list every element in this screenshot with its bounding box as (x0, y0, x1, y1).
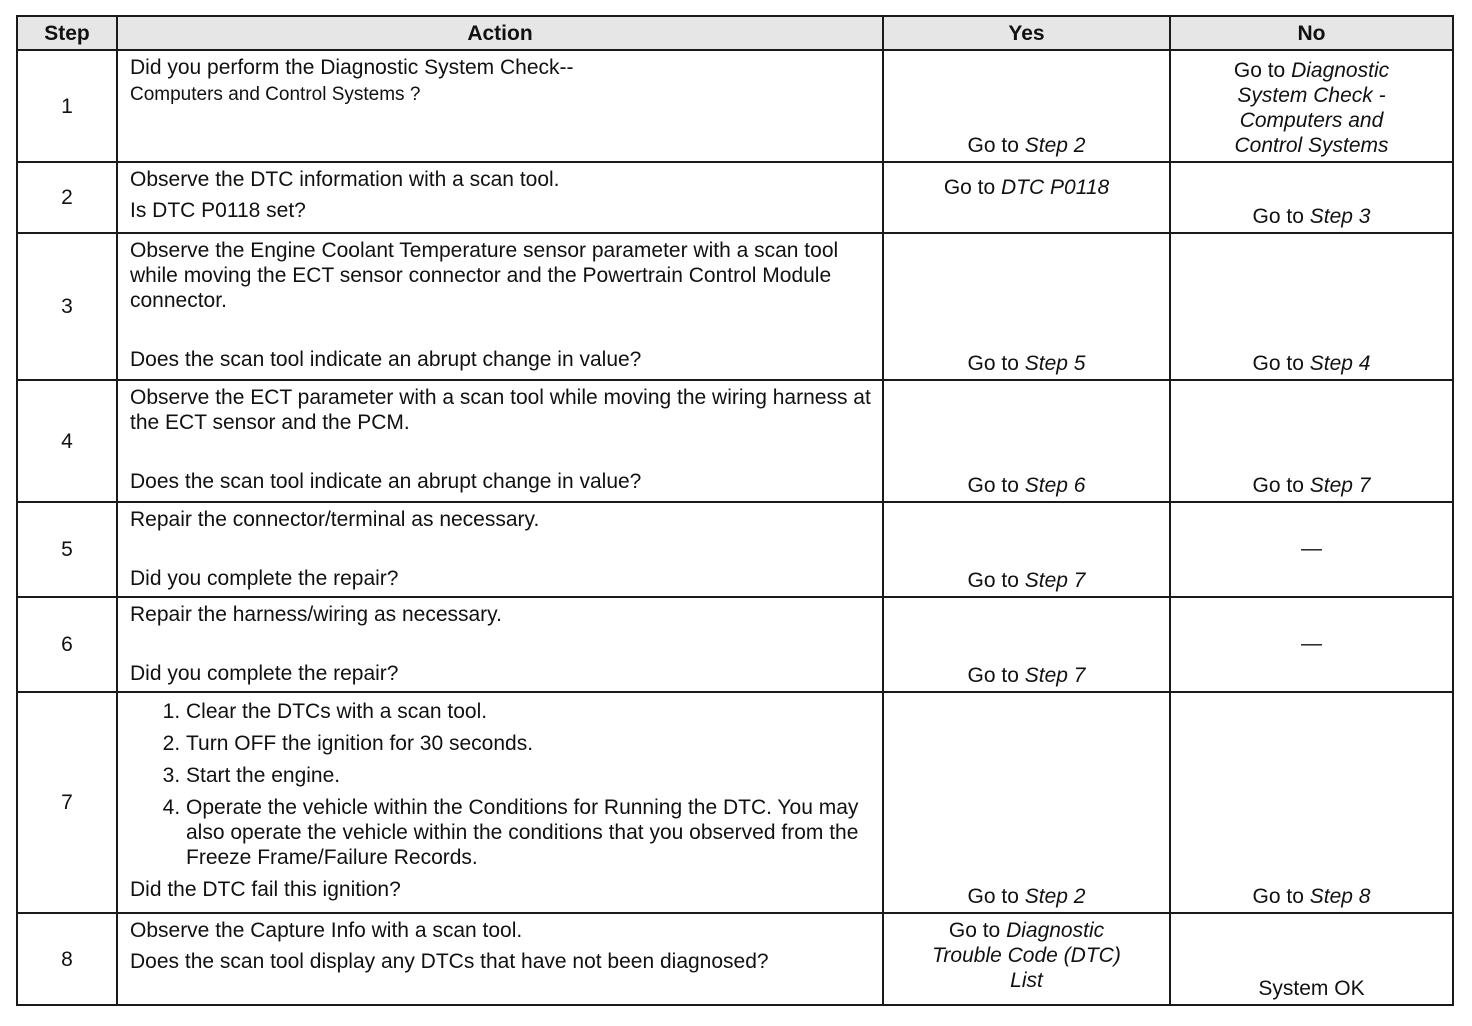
action-cell (117, 233, 883, 380)
table-row (17, 162, 1453, 233)
table-row (17, 233, 1453, 380)
header-action: Action (117, 16, 883, 50)
action-text: Observe the ECT parameter with a scan tool while moving the wiring harness at the ECT sensor and the PCM. (130, 386, 871, 434)
step-number: 6 (17, 597, 117, 692)
action-cell (117, 50, 883, 162)
no-link[interactable]: Step 3 (1309, 205, 1371, 228)
no-cell: — (1170, 597, 1453, 692)
yes-link[interactable]: Step 7 (1024, 569, 1086, 592)
action-question: Computers and Control Systems ? (130, 84, 421, 105)
header-row (17, 16, 1453, 50)
no-link[interactable]: Step 8 (1309, 885, 1371, 908)
no-cell: System OK (1170, 913, 1453, 1005)
action-text: Repair the connector/terminal as necessary. (130, 508, 540, 531)
table-row (17, 692, 1453, 913)
no-cell: — (1170, 502, 1453, 597)
header-no: No (1170, 16, 1453, 50)
yes-cell: Go to Step 5 (883, 233, 1170, 380)
no-cell: Go to Step 8 (1170, 692, 1453, 913)
no-link[interactable]: Step 7 (1309, 474, 1371, 497)
yes-link[interactable]: Step 6 (1024, 474, 1086, 497)
action-question: Does the scan tool indicate an abrupt change in value? (130, 470, 642, 493)
step-number: 2 (17, 162, 117, 233)
action-question: Did you complete the repair? (130, 662, 399, 685)
action-cell (117, 692, 883, 913)
action-text: Observe the Engine Coolant Temperature sensor parameter with a scan tool while moving the ECT sensor connector and the Powertrain Control Module connector. (130, 239, 839, 312)
action-question: Did you complete the repair? (130, 567, 399, 590)
yes-link[interactable]: DTC P0118 (1001, 176, 1110, 199)
table-row (17, 50, 1453, 162)
step-number: 7 (17, 692, 117, 913)
yes-cell: Go to DTC P0118 (883, 162, 1170, 233)
table-row (17, 502, 1453, 597)
no-cell: Go to Step 3 (1170, 162, 1453, 233)
step-number: 8 (17, 913, 117, 1005)
yes-cell: Go to Diagnostic Trouble Code (DTC) List (883, 913, 1170, 1005)
header-yes: Yes (883, 16, 1170, 50)
action-text: Repair the harness/wiring as necessary. (130, 603, 502, 626)
no-link[interactable]: Step 4 (1309, 352, 1371, 375)
header-step: Step (17, 16, 117, 50)
diagnostic-table (16, 15, 1454, 1006)
action-cell (117, 162, 883, 233)
action-cell (117, 502, 883, 597)
list-item: 4. Operate the vehicle within the Conditions for Running the DTC. You may also operate the vehicle within the conditions that you observed from the Freeze Frame/Failure Records. (186, 795, 872, 870)
no-link[interactable]: Diagnostic System Check - Computers and Control Systems (1234, 59, 1390, 157)
yes-link[interactable]: Step 5 (1024, 352, 1086, 375)
yes-link[interactable]: Diagnostic Trouble Code (DTC) List (932, 919, 1121, 992)
action-list (130, 699, 872, 870)
step-number: 4 (17, 380, 117, 502)
yes-cell: Go to Step 7 (883, 597, 1170, 692)
yes-cell: Go to Step 6 (883, 380, 1170, 502)
yes-cell: Go to Step 2 (883, 692, 1170, 913)
yes-cell: Go to Step 7 (883, 502, 1170, 597)
list-item: 2. Turn OFF the ignition for 30 seconds. (186, 731, 872, 756)
action-cell (117, 380, 883, 502)
yes-cell: Go to Step 2 (883, 50, 1170, 162)
action-question: Did the DTC fail this ignition? (130, 878, 401, 901)
table-row (17, 597, 1453, 692)
yes-link[interactable]: Step 2 (1024, 134, 1086, 157)
action-cell (117, 597, 883, 692)
action-text: Observe the Capture Info with a scan tool. (130, 919, 523, 942)
action-text: Did you perform the Diagnostic System Check-- (130, 56, 574, 79)
table-row (17, 913, 1453, 1005)
action-text: Observe the DTC information with a scan tool. (130, 168, 560, 191)
action-question: Is DTC P0118 set? (130, 199, 306, 222)
step-number: 3 (17, 233, 117, 380)
action-question: Does the scan tool display any DTCs that have not been diagnosed? (130, 950, 769, 973)
action-question: Does the scan tool indicate an abrupt change in value? (130, 348, 642, 371)
step-number: 1 (17, 50, 117, 162)
no-cell: Go to Step 4 (1170, 233, 1453, 380)
yes-link[interactable]: Step 2 (1024, 885, 1086, 908)
action-cell (117, 913, 883, 1005)
no-cell: Go to Step 7 (1170, 380, 1453, 502)
step-number: 5 (17, 502, 117, 597)
table-row (17, 380, 1453, 502)
yes-link[interactable]: Step 7 (1024, 664, 1086, 687)
list-item: 3. Start the engine. (186, 763, 872, 788)
no-cell: Go to Diagnostic System Check - Computers and Control Systems (1170, 50, 1453, 162)
list-item: 1. Clear the DTCs with a scan tool. (186, 699, 872, 724)
